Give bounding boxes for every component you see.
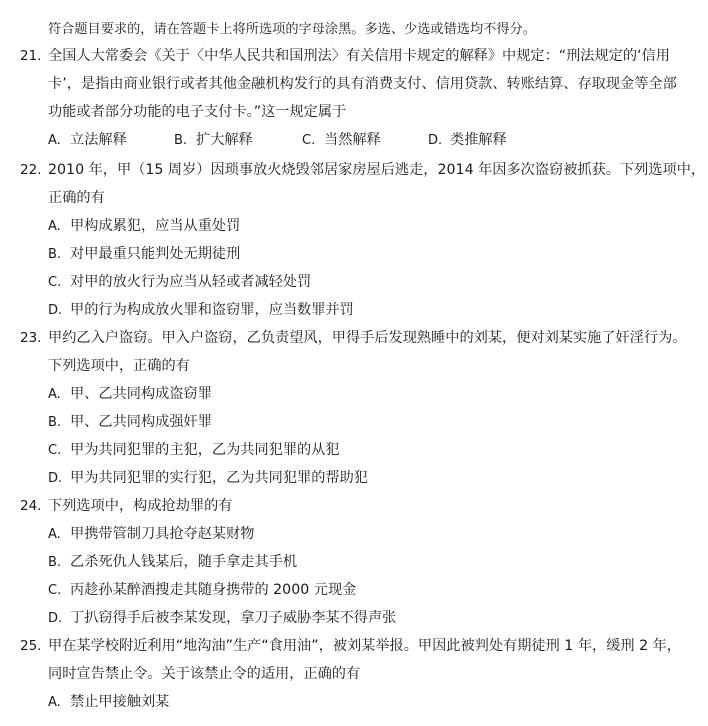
option-letter: B.	[48, 555, 62, 570]
option-letter: A.	[48, 387, 61, 402]
option-letter: A.	[48, 219, 61, 234]
option-c	[48, 272, 700, 293]
option-letter: C.	[48, 443, 62, 458]
question-stem-line: 甲在某学校附近利用“地沟油”生产“食用油”，被刘某举报。甲因此被判处有期徒刑 1 年，缓刑 2 年，	[48, 638, 681, 654]
instruction-text: 符合题目要求的，请在答题卡上将所选项的字母涂黑。多选、少选或错选均不得分。	[48, 22, 536, 37]
option-a	[48, 384, 700, 405]
question-stem-line: 下列选项中，正确的有	[48, 358, 190, 374]
option-letter: B.	[48, 247, 62, 262]
option-d	[48, 608, 700, 629]
option-d	[48, 300, 700, 321]
option-d	[428, 130, 507, 151]
option-text: 甲为共同犯罪的实行犯，乙为共同犯罪的帮助犯	[70, 470, 368, 486]
option-text: 甲为共同犯罪的主犯，乙为共同犯罪的从犯	[70, 442, 340, 458]
option-text: 丁扒窃得手后被李某发现，拿刀子威胁李某不得声张	[70, 610, 397, 626]
option-letter: C.	[302, 133, 316, 148]
question-stem-line: 正确的有	[48, 190, 105, 206]
option-text: 对甲最重只能判处无期徒刑	[70, 246, 241, 262]
option-text: 甲的行为构成放火罪和盗窃罪，应当数罪并罚	[70, 302, 354, 318]
option-text: 乙杀死仇人钱某后，随手拿走其手机	[70, 554, 298, 570]
question-stem-line: 2010 年，甲（15 周岁）因琐事放火烧毁邻居家房屋后逃走，2014 年因多次盗窃被抓获。下列选项中，	[48, 162, 706, 178]
option-text: 丙趁孙某醉酒搜走其随身携带的 2000 元现金	[70, 582, 357, 598]
question-stem-line: 甲约乙入户盗窃。甲入户盗窃，乙负责望风，甲得手后发现熟睡中的刘某，便对刘某实施了奸淫行为。	[48, 330, 687, 346]
option-letter: D.	[428, 133, 443, 148]
option-c	[48, 440, 700, 461]
option-c	[302, 130, 381, 151]
option-a	[48, 692, 700, 713]
option-b	[48, 244, 700, 265]
option-text: 甲构成累犯，应当从重处罚	[70, 218, 241, 234]
option-text: 立法解释	[70, 132, 127, 148]
option-a	[48, 216, 700, 237]
question-stem-line: 同时宣告禁止令。关于该禁止令的适用，正确的有	[48, 666, 361, 682]
option-text: 甲、乙共同构成盗窃罪	[70, 386, 212, 402]
question-stem-line: 下列选项中，构成抢劫罪的有	[48, 498, 233, 514]
question-stem-line: 全国人大常委会《关于〈中华人民共和国刑法〉有关信用卡规定的解释》中规定：“刑法规定的‘信用	[48, 48, 670, 64]
question-stem-line: 卡’，是指由商业银行或者其他金融机构发行的具有消费支付、信用贷款、转账结算、存取现金等全部	[48, 76, 677, 92]
option-b	[48, 412, 700, 433]
option-letter: B.	[174, 133, 188, 148]
option-letter: A.	[48, 133, 61, 148]
option-letter: D.	[48, 611, 63, 626]
option-letter: D.	[48, 471, 63, 486]
option-text: 禁止甲接触刘某	[70, 694, 170, 710]
question-number: 21.	[20, 48, 42, 64]
question-number: 24.	[20, 498, 42, 514]
option-c	[48, 580, 700, 601]
option-text: 对甲的放火行为应当从轻或者减轻处罚	[70, 274, 312, 290]
option-text: 扩大解释	[196, 132, 253, 148]
question-number: 25.	[20, 638, 42, 654]
option-letter: D.	[48, 303, 63, 318]
option-letter: A.	[48, 527, 61, 542]
option-b	[174, 130, 253, 151]
option-letter: A.	[48, 695, 61, 710]
option-text: 类推解释	[450, 132, 507, 148]
question-number: 23.	[20, 330, 42, 346]
option-d	[48, 468, 700, 489]
option-a	[48, 130, 127, 151]
option-letter: C.	[48, 583, 62, 598]
option-letter: C.	[48, 275, 62, 290]
option-a	[48, 524, 700, 545]
option-text: 甲携带管制刀具抢夺赵某财物	[70, 526, 255, 542]
option-b	[48, 552, 700, 573]
option-text: 当然解释	[324, 132, 381, 148]
question-number: 22.	[20, 162, 42, 178]
option-text: 甲、乙共同构成强奸罪	[70, 414, 212, 430]
question-stem-line: 功能或者部分功能的电子支付卡。”这一规定属于	[48, 104, 347, 120]
option-letter: B.	[48, 415, 62, 430]
